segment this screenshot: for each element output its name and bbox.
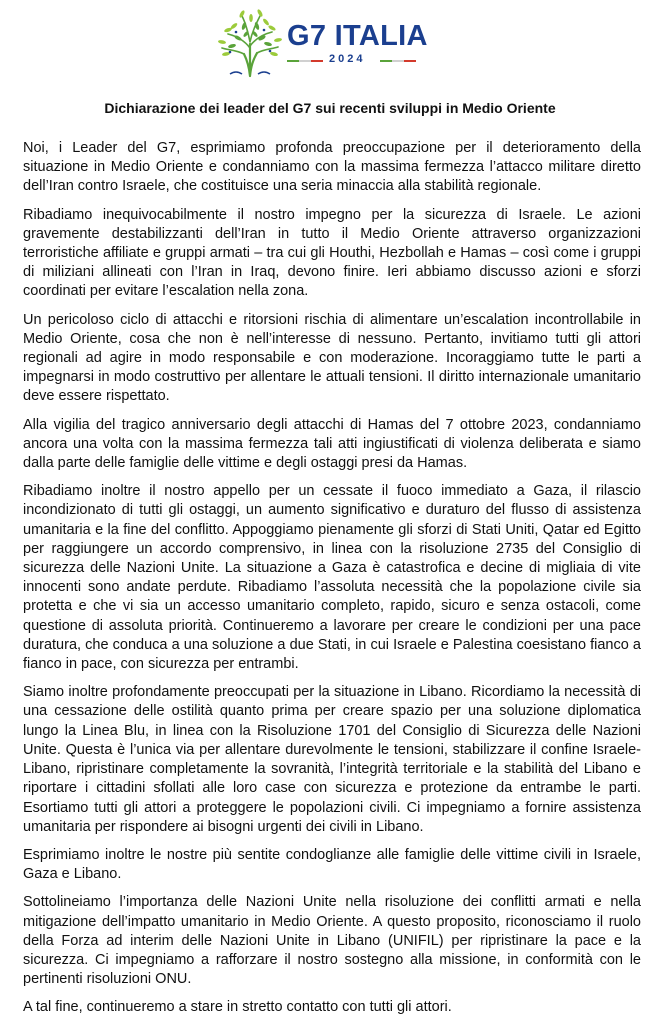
- olive-tree-icon: [216, 8, 284, 78]
- paragraph: Alla vigilia del tragico anniversario degli attacchi di Hamas del 7 ottobre 2023, condanniamo ancora una volta con la massima fermezza tali atti ingiustificati di violenza deliberata e siamo dalla parte delle famiglie delle vittime e degli ostaggi presi da Hamas.: [23, 416, 641, 472]
- logo-title: G7 ITALIA: [287, 20, 428, 52]
- paragraph: Esprimiamo inoltre le nostre più sentite condoglianze alle famiglie delle vittime civili in Israele, Gaza e Libano.: [23, 846, 641, 883]
- paragraph: Un pericoloso ciclo di attacchi e ritorsioni rischia di alimentare un’escalation incontrollabile in Medio Oriente, cosa che non è nell’interesse di nessuno. Pertanto, invitiamo tutti gli attori regionali ad agire in modo responsabile e con moderazione. Incoraggiamo tutte le parti a impegnarsi in modo costruttivo per allentare le attuali tensioni. Il diritto internazionale umanitario deve essere rispettato.: [23, 311, 641, 405]
- document-title: Dichiarazione dei leader del G7 sui recenti sviluppi in Medio Oriente: [104, 100, 556, 116]
- paragraph: Noi, i Leader del G7, esprimiamo profonda preoccupazione per il deterioramento della situazione in Medio Oriente e condanniamo con la massima fermezza l’attacco militare diretto dell’Iran contro Israele, che costituisce una seria minaccia alla stabilità regionale.: [23, 140, 641, 195]
- header: [0, 0, 660, 82]
- paragraph: Ribadiamo inequivocabilmente il nostro impegno per la sicurezza di Israele. Le azioni gravemente destabilizzanti dell’Iran in tutto il Medio Oriente attraverso organizzazioni terroristiche affiliate e gruppi armati – tra cui gli Houthi, Hezbollah e Hamas – così come i gruppi di miliziani allineati con l’Iran in Iraq, devono finire. Ieri abbiamo discusso azioni e sforzi coordinati per evitare l’escalation nella zona.: [23, 206, 641, 300]
- paragraph: Sottolineiamo l’importanza delle Nazioni Unite nella risoluzione dei conflitti armati e nella mitigazione dell’impatto umanitario in Medio Oriente. A questo proposito, riconosciamo il ruolo della Forza ad interim delle Nazioni Unite in Libano (UNIFIL) per ripristinare la pace e la sicurezza. Ci impegniamo a rafforzare il nostro sostegno alla missione, in conformità con le pertinenti risoluzioni ONU.: [23, 894, 641, 988]
- logo-wordmark: [287, 20, 457, 70]
- paragraph: Siamo inoltre profondamente preoccupati per la situazione in Libano. Ricordiamo la necessità di una cessazione delle ostilità quanto prima per creare spazio per una soluzione diplomatica lungo la Linea Blu, in linea con la Risoluzione 1701 del Consiglio di Sicurezza delle Nazioni Unite. Questa è l’unica via per allentare durevolmente le tensioni, stabilizzare il confine Israele-Libano, ripristinare completamente la sovranità, l’integrità territoriale e la stabilità del Libano e riportare i cittadini sfollati alle loro case con sicurezza e protezione da entrambe le parti. Esortiamo tutti gli attori a proteggere le popolazioni civili. Ci impegniamo a fornire assistenza umanitaria per rispondere ai bisogni urgenti dei civili in Libano.: [23, 684, 641, 835]
- paragraph: A tal fine, continueremo a stare in stretto contatto con tutti gli attori.: [23, 999, 452, 1016]
- logo-year: 2024: [329, 53, 366, 65]
- logo-stripe-right: [380, 58, 416, 64]
- paragraph: Ribadiamo inoltre il nostro appello per un cessate il fuoco immediato a Gaza, il rilascio incondizionato di tutti gli ostaggi, un aumento significativo e duraturo del flusso di assistenza umanitaria e la fine del conflitto. Appoggiamo pienamente gli sforzi di Stati Uniti, Qatar ed Egitto per raggiungere un accordo comprensivo, in linea con la risoluzione 2735 del Consiglio di sicurezza delle Nazioni Unite. La situazione a Gaza è catastrofica e decine di migliaia di vite innocenti sono andate perdute. Ribadiamo l’assoluta necessità che la popolazione civile sia protetta e che vi sia un accesso umanitario completo, rapido, sicuro e senza ostacoli, come questione di assoluta priorità. Continueremo a lavorare per creare le condizioni per una pace duratura, che conduca a una soluzione a due Stati, in cui Israele e Palestina coesistano fianco a fianco in pace, con sicurezza per entrambi.: [23, 483, 641, 673]
- document-body: [23, 139, 641, 1027]
- logo-stripe-left: [287, 58, 323, 64]
